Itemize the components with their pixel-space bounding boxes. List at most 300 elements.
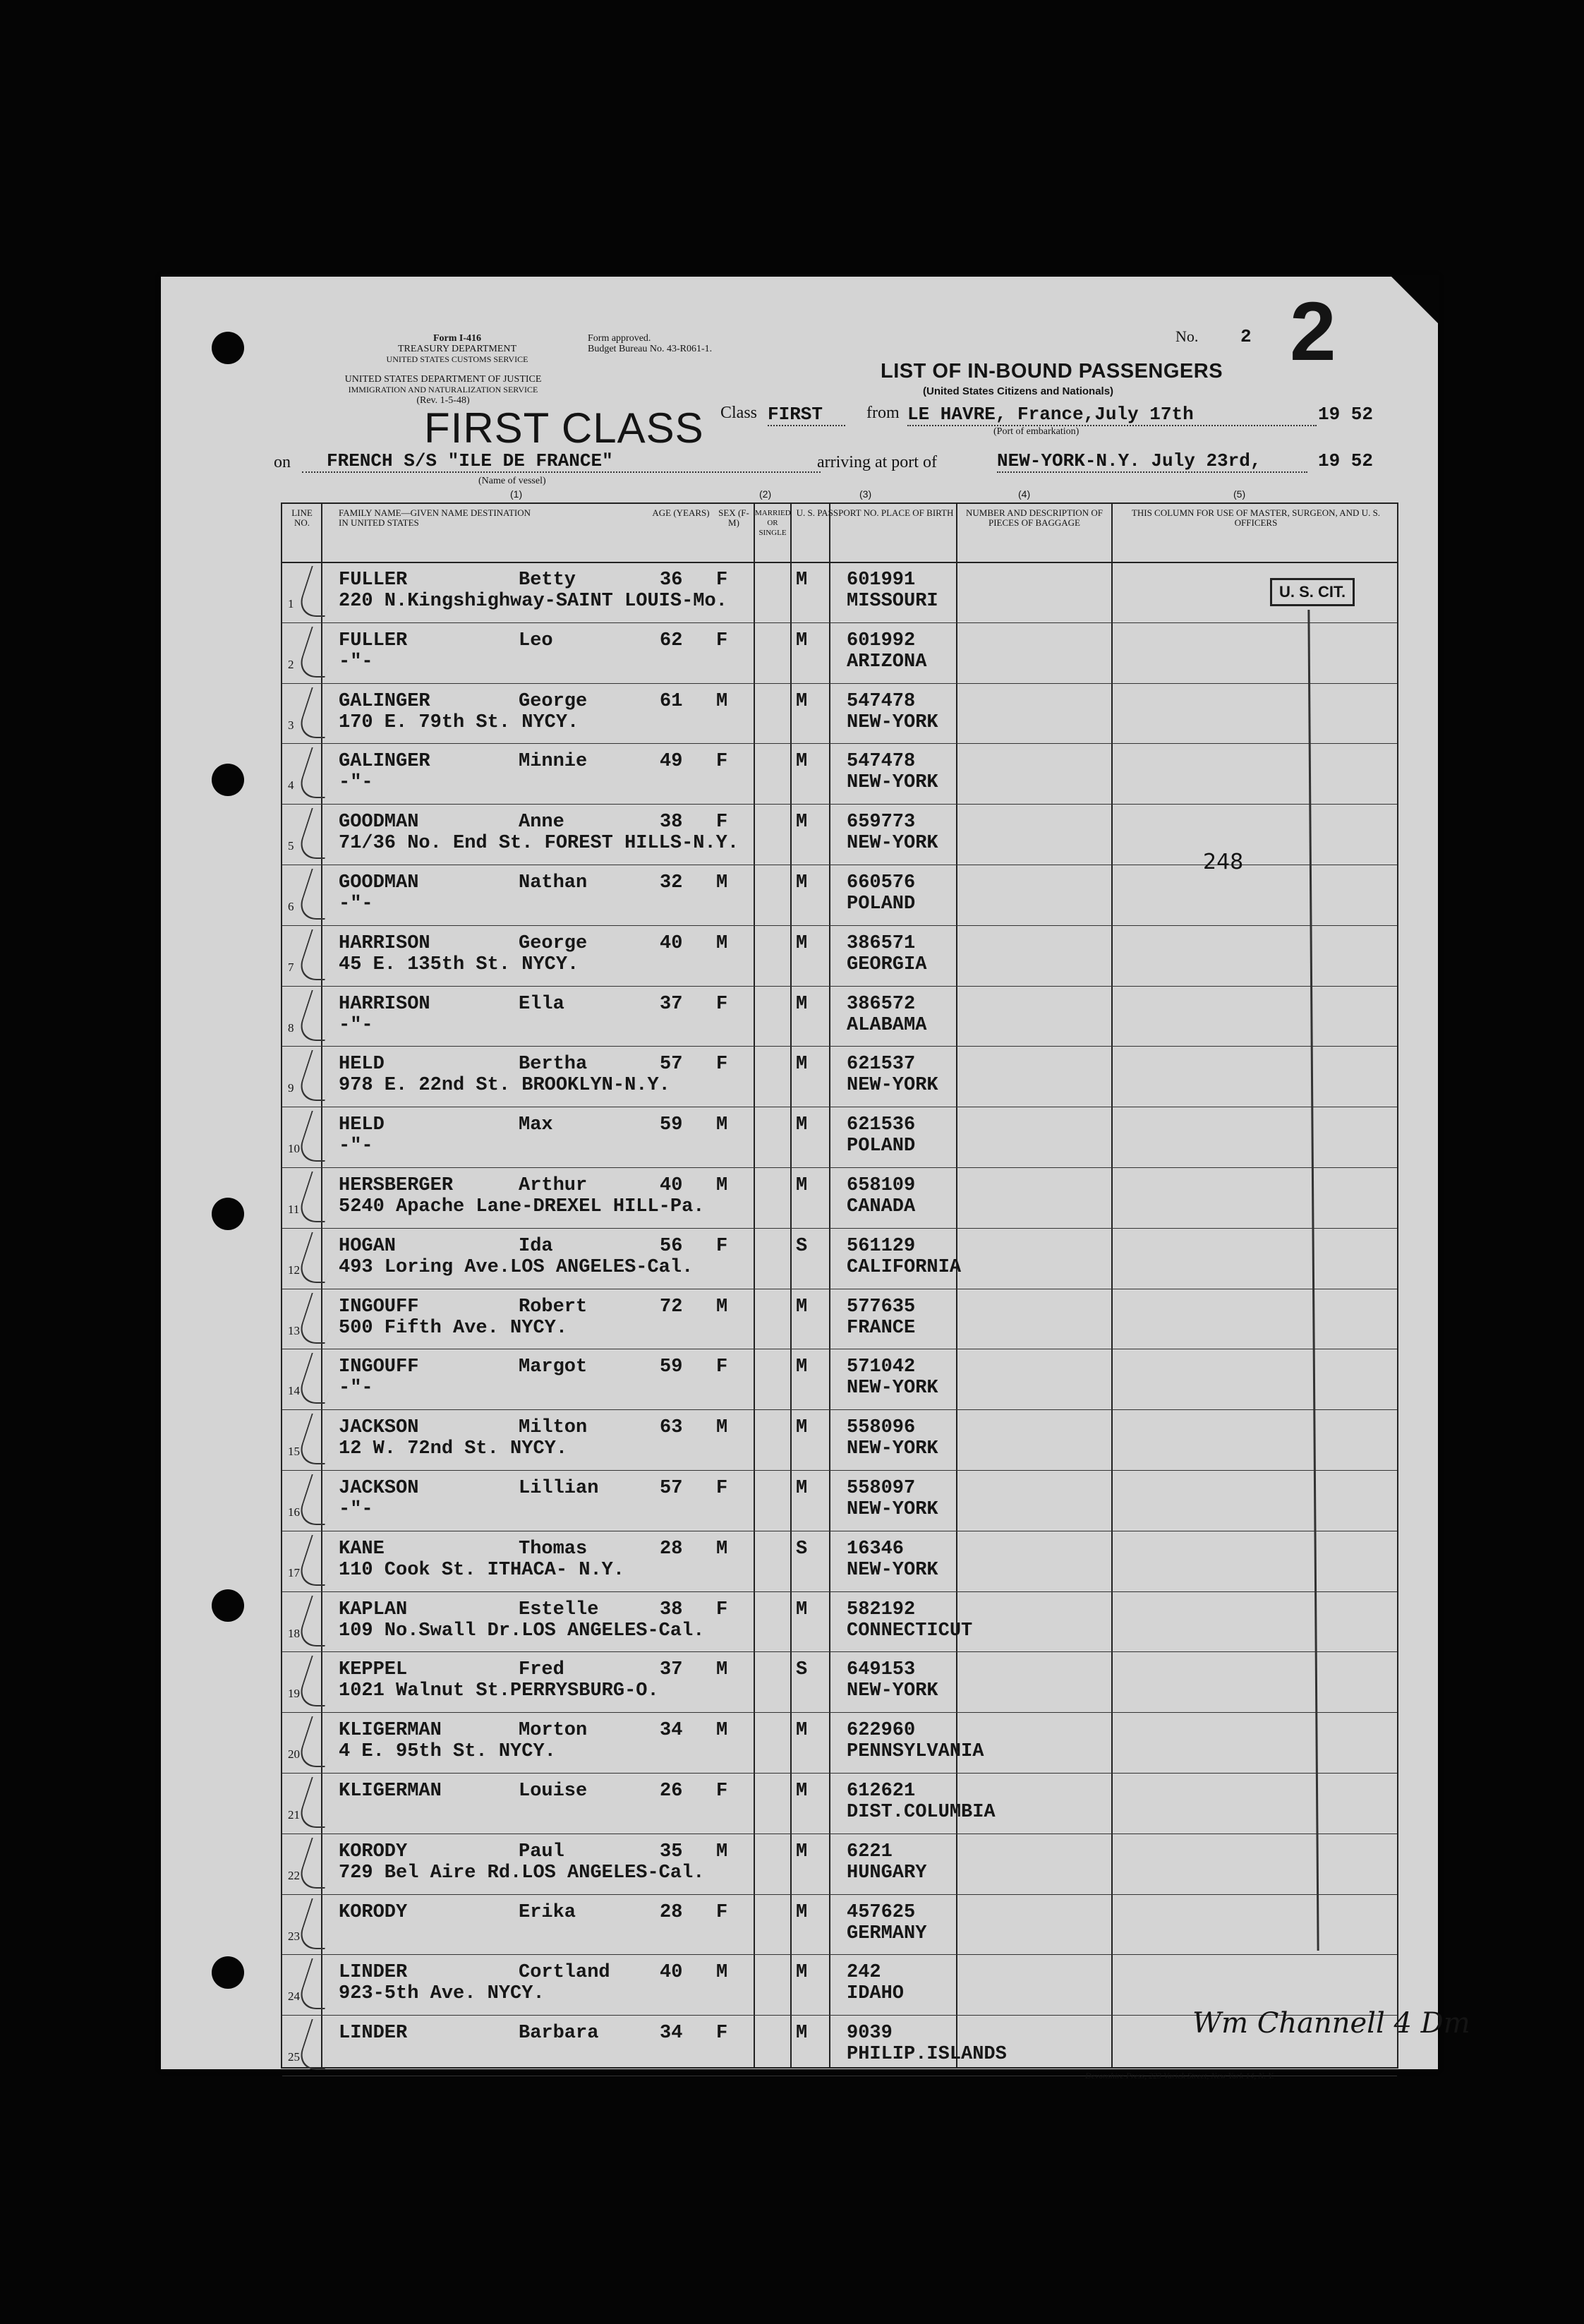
sex: F [716,812,728,833]
place-of-birth: GEORGIA [847,953,927,975]
no-label: No. [1175,327,1199,345]
given-name: Erika [519,1901,576,1923]
age: 49 [660,751,683,773]
passport-number: 659773 [847,812,916,833]
place-of-birth: NEW-YORK [847,1438,938,1460]
destination-address: 500 Fifth Ave. NYCY. [339,1317,568,1339]
given-name: Thomas [519,1538,588,1560]
tally-check-mark [295,990,341,1041]
col-baggage: NUMBER AND DESCRIPTION OF PIECES OF BAGGAGE [966,507,1103,528]
line-number: 6 [288,900,294,913]
passport-number: 558096 [847,1417,916,1439]
age: 38 [660,1598,683,1620]
place-of-birth: PHILIP.ISLANDS [847,2044,1007,2066]
age: 37 [660,1659,683,1681]
sex: M [716,1114,728,1136]
family-name: HELD [339,1054,385,1076]
family-name: KAPLAN [339,1598,408,1620]
table-row [282,1228,1397,1289]
family-name: KLIGERMAN [339,1720,442,1742]
given-name: George [519,932,588,954]
tally-check-mark [295,687,341,738]
age: 40 [660,1962,683,1984]
line-number: 12 [288,1263,300,1277]
marital-status: M [796,751,808,773]
age: 36 [660,570,683,591]
destination-address: -"- [339,651,373,673]
sex: M [716,690,728,712]
sex: F [716,2023,728,2045]
printer-imprint: Devonshire Press, 223 Varick Street, New York 14, N. Y. [1085,2071,1274,2081]
marital-status: M [796,1296,808,1318]
sex: M [716,1538,728,1560]
passport-number: 571042 [847,1356,916,1378]
passport-number: 547478 [847,690,916,712]
marital-status: M [796,1598,808,1620]
line-number: 7 [288,960,294,974]
passport-number: 457625 [847,1901,916,1923]
sex: F [716,1054,728,1076]
line-number: 24 [288,1989,300,2004]
sex: M [716,1296,728,1318]
line-number: 22 [288,1868,300,1882]
place-of-birth: POLAND [847,1136,916,1157]
age: 34 [660,2023,683,2045]
marital-status: M [796,1114,808,1136]
passport-number: 582192 [847,1598,916,1620]
place-of-birth: NEW-YORK [847,1075,938,1097]
table-row [282,1349,1397,1410]
list-title: LIST OF IN-BOUND PASSENGERS [881,360,1223,383]
destination-address: 71/36 No. End St. FOREST HILLS-N.Y. [339,833,739,855]
given-name: Barbara [519,2023,599,2045]
arrival-value: NEW-YORK-N.Y. July 23rd, [997,450,1307,473]
punch-hole [212,1198,244,1230]
list-subtitle: (United States Citizens and Nationals) [923,385,1114,397]
passport-number: 6221 [847,1841,893,1862]
destination-address: 109 No.Swall Dr.LOS ANGELES-Cal. [339,1620,705,1642]
age: 26 [660,1781,683,1802]
given-name: Ella [519,993,564,1015]
col-number-5: (5) [1233,488,1246,500]
marital-status: M [796,2023,808,2045]
vessel-value: FRENCH S/S "ILE DE FRANCE" [302,450,821,473]
age: 35 [660,1841,683,1862]
table-row [282,1409,1397,1471]
marital-status: M [796,1356,808,1378]
marital-status: M [796,690,808,712]
destination-address: -"- [339,893,373,915]
us-cit-stamp: U. S. CIT. [1270,578,1355,606]
table-row [282,1712,1397,1774]
line-number: 15 [288,1445,300,1459]
vessel-caption: (Name of vessel) [478,476,546,486]
given-name: Leo [519,630,553,651]
destination-address: 170 E. 79th St. NYCY. [339,711,579,733]
table-row [282,1651,1397,1713]
line-number: 2 [288,657,294,671]
destination-address: 978 E. 22nd St. BROOKLYN-N.Y. [339,1075,670,1097]
age: 63 [660,1417,683,1439]
marital-status: M [796,1720,808,1742]
family-name: HARRISON [339,932,430,954]
arriving-label: arriving at port of [817,453,937,471]
tally-check-mark [295,2019,341,2070]
age: 57 [660,1054,683,1076]
place-of-birth: PENNSYLVANIA [847,1741,984,1763]
sex: F [716,1901,728,1923]
marital-status: M [796,1478,808,1499]
sex: M [716,1417,728,1439]
given-name: Estelle [519,1598,599,1620]
line-number: 20 [288,1747,300,1762]
family-name: GALINGER [339,690,430,712]
tally-check-mark [295,1958,341,2009]
marital-status: M [796,1054,808,1076]
line-number: 10 [288,1142,300,1156]
place-of-birth: NEW-YORK [847,1680,938,1702]
col-married: MARRIED OR SINGLE [755,509,791,537]
arrival-year: 19 52 [1318,450,1374,471]
table-row [282,925,1397,987]
line-number: 3 [288,718,294,732]
age: 62 [660,630,683,651]
punch-hole [212,332,244,364]
line-number: 14 [288,1384,300,1398]
place-of-birth: NEW-YORK [847,833,938,855]
tally-check-mark [295,1838,341,1889]
punch-hole [212,764,244,796]
given-name: Minnie [519,751,588,773]
line-number: 23 [288,1929,300,1943]
manifest-page [161,277,1470,2081]
page-number: 2 [1290,285,1336,378]
given-name: Fred [519,1659,564,1681]
age: 40 [660,1175,683,1196]
sex: M [716,1175,728,1196]
place-of-birth: NEW-YORK [847,1378,938,1399]
from-value: LE HAVRE, France,July 17th [907,404,1317,426]
approved-label: Form approved. [588,333,651,344]
family-name: GALINGER [339,751,430,773]
line-number: 17 [288,1565,300,1579]
sex: F [716,1235,728,1257]
place-of-birth: DIST.COLUMBIA [847,1802,996,1823]
punch-hole [212,1956,244,1989]
table-row [282,683,1397,745]
line-number: 9 [288,1081,294,1095]
tally-check-mark [295,1172,341,1222]
class-label: Class [720,404,758,422]
sex: F [716,1598,728,1620]
family-name: GOODMAN [339,872,419,893]
place-of-birth: NEW-YORK [847,1499,938,1520]
place-of-birth: FRANCE [847,1317,916,1339]
given-name: Max [519,1114,553,1136]
table-row [282,1531,1397,1592]
col-age: AGE (YEARS) [652,507,710,518]
destination-address: 45 E. 135th St. NYCY. [339,953,579,975]
sex: M [716,932,728,954]
tally-check-mark [295,1232,341,1283]
marital-status: M [796,1962,808,1984]
class-value: FIRST [768,404,845,426]
family-name: LINDER [339,2023,408,2045]
destination-address: -"- [339,772,373,794]
table-row [282,1470,1397,1531]
table-row [282,1894,1397,1956]
passport-number: 601992 [847,630,916,651]
from-label: from [866,404,900,422]
given-name: Cortland [519,1962,610,1984]
destination-address: -"- [339,1499,373,1520]
tally-check-mark [295,1656,341,1706]
justice-label: UNITED STATES DEPARTMENT OF JUSTICE [344,374,542,385]
marital-status: M [796,1781,808,1802]
age: 28 [660,1901,683,1923]
given-name: George [519,690,588,712]
passport-number: 621537 [847,1054,916,1076]
given-name: Ida [519,1235,553,1257]
passport-number: 622960 [847,1720,916,1742]
age: 72 [660,1296,683,1318]
sex: M [716,1659,728,1681]
place-of-birth: MISSOURI [847,591,938,612]
tally-check-mark [295,1898,341,1949]
family-name: FULLER [339,630,408,651]
family-name: HOGAN [339,1235,397,1257]
table-row [282,1834,1397,1895]
table-row [282,1591,1397,1653]
customs-label: UNITED STATES CUSTOMS SERVICE [386,354,528,364]
destination-address: 12 W. 72nd St. NYCY. [339,1438,568,1460]
place-of-birth: GERMANY [847,1922,927,1944]
place-of-birth: ARIZONA [847,651,927,673]
torn-corner [1390,275,1439,325]
marital-status: M [796,630,808,651]
marital-status: S [796,1235,808,1257]
table-row [282,986,1397,1047]
family-name: INGOUFF [339,1296,419,1318]
col-passport: U. S. PASSPORT NO. PLACE OF BIRTH [796,507,954,518]
age: 40 [660,932,683,954]
given-name: Robert [519,1296,588,1318]
place-of-birth: CALIFORNIA [847,1256,962,1278]
passport-number: 242 [847,1962,881,1984]
col-number-2: (2) [759,488,772,500]
tally-check-mark [295,929,341,980]
family-name: HARRISON [339,993,430,1015]
marital-status: M [796,872,808,893]
tally-check-mark [295,1716,341,1767]
revision-label: (Rev. 1-5-48) [416,395,470,406]
tally-check-mark [295,1596,341,1646]
embark-caption: (Port of embarkation) [993,426,1080,437]
family-name: KEPPEL [339,1659,408,1681]
line-number: 4 [288,778,294,793]
marital-status: S [796,1538,808,1560]
given-name: Nathan [519,872,588,893]
given-name: Milton [519,1417,588,1439]
family-name: GOODMAN [339,812,419,833]
marital-status: M [796,1417,808,1439]
approval-block [588,333,712,354]
passport-number: 16346 [847,1538,905,1560]
passport-number: 577635 [847,1296,916,1318]
punch-hole [212,1589,244,1622]
sex: F [716,570,728,591]
passport-number: 601991 [847,570,916,591]
given-name: Bertha [519,1054,588,1076]
tally-check-mark [295,1474,341,1525]
line-number: 16 [288,1505,300,1519]
destination-address: -"- [339,1014,373,1036]
col-sex: SEX (F-M) [718,507,749,528]
tally-check-mark [295,1414,341,1464]
given-name: Louise [519,1781,588,1802]
col-number-3: (3) [859,488,872,500]
from-year: 19 52 [1318,404,1374,425]
sex: M [716,872,728,893]
sex: F [716,751,728,773]
marital-status: S [796,1659,808,1681]
sheet-no-value: 2 [1240,326,1252,347]
age: 37 [660,993,683,1015]
officer-note: 248 [1203,850,1244,874]
sex: F [716,1356,728,1378]
age: 32 [660,872,683,893]
line-number: 18 [288,1626,300,1640]
place-of-birth: NEW-YORK [847,772,938,794]
passport-number: 561129 [847,1235,916,1257]
tally-check-mark [295,1777,341,1828]
family-name: LINDER [339,1962,408,1984]
destination-address: 1021 Walnut St.PERRYSBURG-O. [339,1680,659,1702]
family-name: JACKSON [339,1417,419,1439]
destination-address: 5240 Apache Lane-DREXEL HILL-Pa. [339,1196,705,1217]
sex: M [716,1962,728,1984]
place-of-birth: POLAND [847,893,916,915]
sex: M [716,1841,728,1862]
sex: F [716,1781,728,1802]
age: 38 [660,812,683,833]
family-name: JACKSON [339,1478,419,1499]
tally-check-mark [295,627,341,678]
given-name: Morton [519,1720,588,1742]
passport-number: 658109 [847,1175,916,1196]
destination-address: -"- [339,1136,373,1157]
passport-number: 386571 [847,932,916,954]
table-row [282,1773,1397,1834]
age: 57 [660,1478,683,1499]
marital-status: M [796,1175,808,1196]
table-header [282,504,1397,563]
tally-check-mark [295,869,341,920]
tally-check-mark [295,1111,341,1162]
table-row [282,562,1397,623]
marital-status: M [796,1841,808,1862]
given-name: Paul [519,1841,564,1862]
sex: F [716,993,728,1015]
destination-address: 923-5th Ave. NYCY. [339,1983,545,2005]
age: 59 [660,1356,683,1378]
table-row [282,622,1397,684]
table-row [282,743,1397,805]
passport-number: 649153 [847,1659,916,1681]
family-name: HERSBERGER [339,1175,454,1196]
family-name: INGOUFF [339,1356,419,1378]
place-of-birth: CONNECTICUT [847,1620,973,1642]
line-number: 1 [288,597,294,610]
destination-address: 729 Bel Aire Rd.LOS ANGELES-Cal. [339,1862,705,1884]
family-name: KLIGERMAN [339,1781,442,1802]
col-number-4: (4) [1018,488,1031,500]
passport-number: 660576 [847,872,916,893]
tally-check-mark [295,1353,341,1404]
given-name: Margot [519,1356,588,1378]
tally-check-mark [295,566,341,617]
place-of-birth: HUNGARY [847,1862,927,1884]
col-officers: THIS COLUMN FOR USE OF MASTER, SURGEON, AND U. S. OFFICERS [1131,507,1381,528]
justice-block [274,374,612,406]
immigration-label: IMMIGRATION AND NATURALIZATION SERVICE [348,385,538,395]
table-row [282,1046,1397,1107]
age: 59 [660,1114,683,1136]
passenger-table [281,502,1470,2069]
family-name: HELD [339,1114,385,1136]
form-number: Form I-416 [433,333,482,344]
family-name: KORODY [339,1901,408,1923]
tally-check-mark [295,808,341,859]
sex: F [716,630,728,651]
line-number: 25 [288,2050,300,2064]
age: 61 [660,690,683,712]
destination-address: 4 E. 95th St. NYCY. [339,1741,556,1763]
marital-status: M [796,932,808,954]
marital-status: M [796,1901,808,1923]
marital-status: M [796,993,808,1015]
passport-number: 547478 [847,751,916,773]
inspector-signature: Wm Channell 4 Dm [1192,2007,1470,2040]
passport-number: 558097 [847,1478,916,1499]
destination-address: 220 N.Kingshighway-SAINT LOUIS-Mo. [339,591,727,612]
line-number: 11 [288,1203,300,1216]
tally-check-mark [295,1535,341,1586]
table-row [282,1289,1397,1350]
marital-status: M [796,812,808,833]
on-label: on [274,453,291,471]
line-number: 5 [288,839,294,853]
treasury-label: TREASURY DEPARTMENT [397,344,517,354]
passport-number: 621536 [847,1114,916,1136]
age: 28 [660,1538,683,1560]
place-of-birth: CANADA [847,1196,916,1217]
form-agency-block [373,333,542,365]
given-name: Lillian [519,1478,599,1499]
first-class-stamp: FIRST CLASS [424,404,704,452]
line-number: 19 [288,1687,300,1701]
family-name: FULLER [339,570,408,591]
place-of-birth: NEW-YORK [847,1559,938,1581]
family-name: KANE [339,1538,385,1560]
col-name: FAMILY NAME—GIVEN NAME DESTINATION IN UNITED STATES [339,507,531,528]
family-name: KORODY [339,1841,408,1862]
sex: M [716,1720,728,1742]
given-name: Arthur [519,1175,588,1196]
destination-address: -"- [339,1378,373,1399]
place-of-birth: NEW-YORK [847,711,938,733]
table-row [282,1167,1397,1229]
